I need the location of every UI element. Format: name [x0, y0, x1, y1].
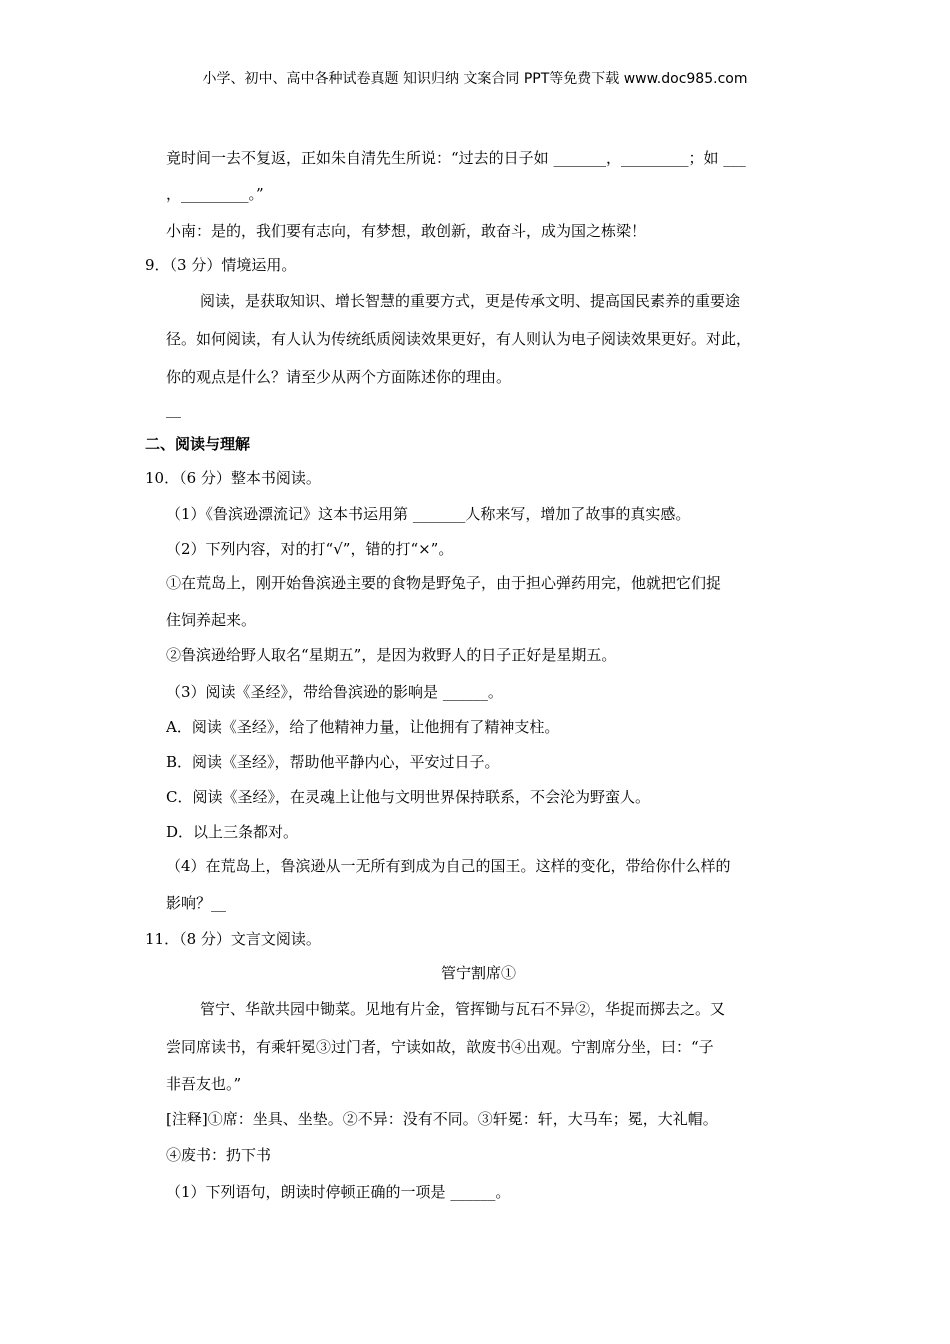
- annotation-line: [注释]①席：坐具、坐垫。②不异：没有不同。③轩冕：轩，大马车；冕，大礼帽。: [166, 1110, 718, 1128]
- text-line: （1）《鲁滨逊漂流记》这本书运用第 _______人称来写，增加了故事的真实感。: [166, 505, 691, 523]
- text-line: ，_________。”: [166, 185, 264, 203]
- text-line: （1）下列语句，朗读时停顿正确的一项是 ______。: [166, 1183, 511, 1201]
- text-line: 阅读，是获取知识、增长智慧的重要方式，更是传承文明、提高国民素养的重要途: [200, 292, 741, 310]
- text-line: （2）下列内容，对的打“√”，错的打“×”。: [166, 540, 454, 558]
- text-line: 小南：是的，我们要有志向，有梦想，敢创新，敢奋斗，成为国之栋梁！: [166, 222, 647, 240]
- text-line: （3）阅读《圣经》，带给鲁滨逊的影响是 ______。: [166, 683, 503, 701]
- option-b: B．阅读《圣经》，帮助他平静内心，平安过日子。: [166, 753, 500, 771]
- passage-title: 管宁割席①: [441, 964, 517, 982]
- section-heading: 二、阅读与理解: [145, 435, 251, 453]
- text-line: 竟时间一去不复返，正如朱自清先生所说：“过去的日子如 _______，_________；如 ___: [166, 149, 746, 167]
- option-d: D．以上三条都对。: [166, 823, 299, 841]
- text-line: 影响？__: [166, 894, 227, 912]
- question-10-heading: 10．（6 分）整本书阅读。: [145, 469, 321, 487]
- text-line: 径。如何阅读，有人认为传统纸质阅读效果更好，有人则认为电子阅读效果更好。对此，: [166, 330, 752, 348]
- text-line: 住饲养起来。: [166, 611, 257, 629]
- annotation-line: ④废书：扔下书: [166, 1146, 272, 1164]
- text-line: 你的观点是什么？请至少从两个方面陈述你的理由。: [166, 368, 512, 386]
- passage-line: 管宁、华歆共园中锄菜。见地有片金，管挥锄与瓦石不异②，华捉而掷去之。又: [200, 1000, 726, 1018]
- question-9-heading: 9．（3 分）情境运用。: [145, 256, 297, 274]
- option-c: C．阅读《圣经》，在灵魂上让他与文明世界保持联系，不会沦为野蛮人。: [166, 788, 650, 806]
- answer-blank: __: [166, 400, 181, 418]
- question-11-heading: 11．（8 分）文言文阅读。: [145, 930, 321, 948]
- text-line: （4）在荒岛上，鲁滨逊从一无所有到成为自己的国王。这样的变化，带给你什么样的: [166, 857, 731, 875]
- page-header: 小学、初中、高中各种试卷真题 知识归纳 文案合同 PPT等免费下载 www.doc985.com: [202, 71, 748, 87]
- passage-line: 尝同席读书，有乘轩冕③过门者，宁读如故，歆废书④出观。宁割席分坐，曰：“子: [166, 1038, 714, 1056]
- text-line: ②鲁滨逊给野人取名“星期五”，是因为救野人的日子正好是星期五。: [166, 646, 617, 664]
- passage-line: 非吾友也。”: [166, 1075, 242, 1093]
- text-line: ①在荒岛上，刚开始鲁滨逊主要的食物是野兔子，由于担心弹药用完，他就把它们捉: [166, 574, 722, 592]
- option-a: A．阅读《圣经》，给了他精神力量，让他拥有了精神支柱。: [166, 718, 560, 736]
